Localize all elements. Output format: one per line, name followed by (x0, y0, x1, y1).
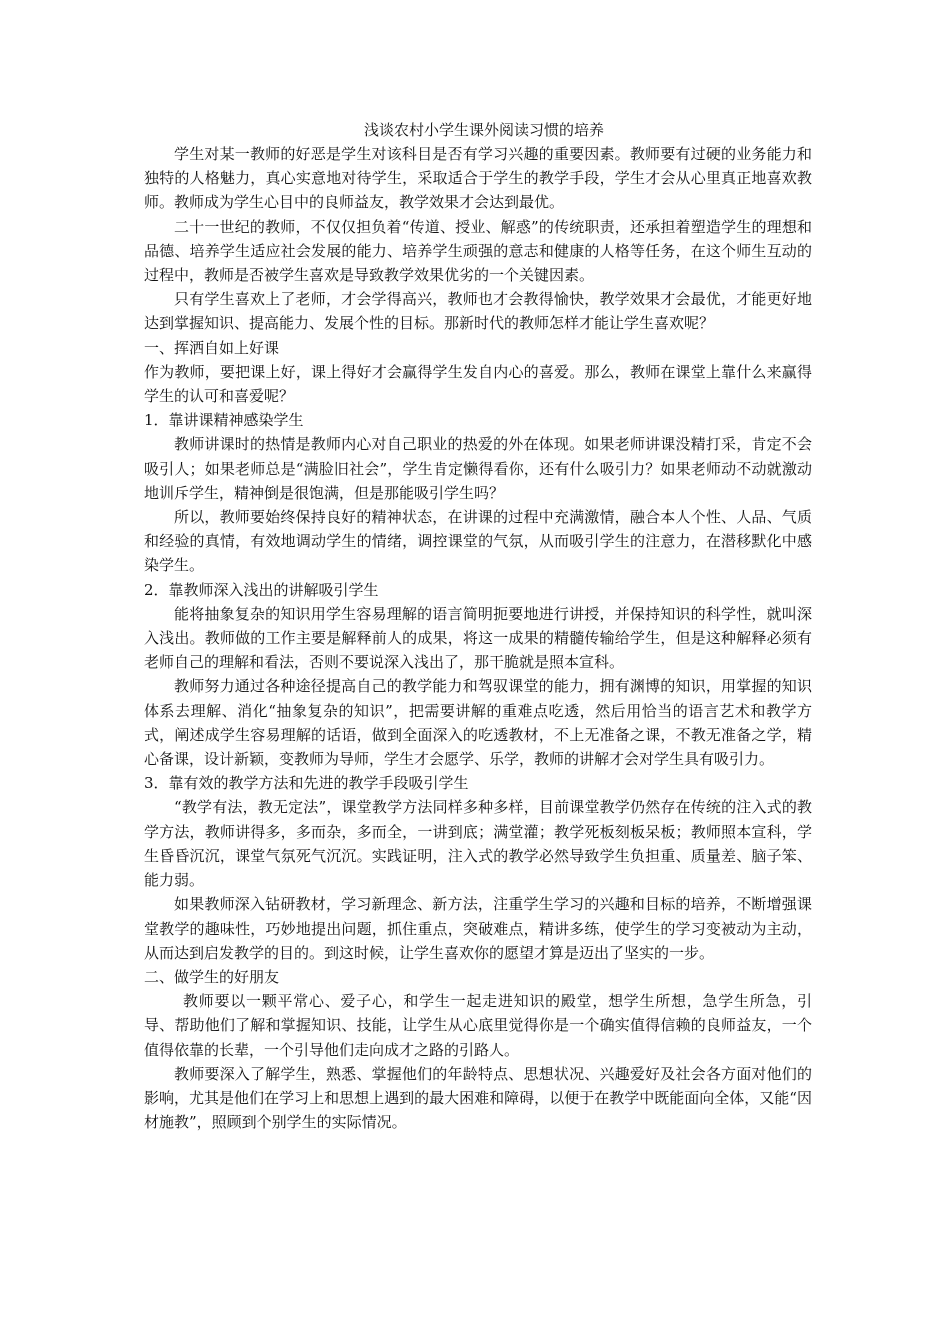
paragraph: 作为教师，要把课上好，课上得好才会赢得学生发自内心的喜爱。那么，教师在课堂上靠什么来赢得学生的认可和喜爱呢？ (144, 362, 812, 406)
paragraph: 能将抽象复杂的知识用学生容易理解的语言简明扼要地进行讲授，并保持知识的科学性，就叫深入浅出。教师做的工作主要是解释前人的成果，将这一成果的精髓传输给学生，但是这种解释必须有老师自己的理解和看法，否则不要说深入浅出了，那干脆就是照本宣科。 (144, 604, 812, 672)
section-heading: 二、做学生的好朋友 (144, 967, 280, 986)
paragraph: “教学有法，教无定法”，课堂教学方法同样多种多样，目前课堂教学仍然存在传统的注入式的教学方法，教师讲得多，多而杂，多而全，一讲到底；满堂灌；教学死板刻板呆板；教师照本宣科，学生昏昏沉沉，课堂气氛死气沉沉。实践证明，注入式的教学必然导致学生负担重、质量差、脑子笨、能力弱。 (144, 798, 812, 890)
paragraph: 学生对某一教师的好恶是学生对该科目是否有学习兴趣的重要因素。教师要有过硬的业务能力和独特的人格魅力，真心实意地对待学生，采取适合于学生的教学手段，学生才会从心里真正地喜欢教师。教师成为学生心目中的良师益友，教学效果才会达到最优。 (144, 145, 812, 212)
paragraph: 教师讲课时的热情是教师内心对自己职业的热爱的外在体现。如果老师讲课没精打采，肯定不会吸引人；如果老师总是“满脸旧社会”，学生肯定懒得看你，还有什么吸引力？如果老师动不动就激动地训斥学生，精神倒是很饱满，但是那能吸引学生吗？ (144, 435, 812, 502)
paragraph: 所以，教师要始终保持良好的精神状态，在讲课的过程中充满激情，融合本人个性、人品、气质和经验的真情，有效地调动学生的情绪，调控课堂的气氛，从而吸引学生的注意力，在潜移默化中感染学生。 (144, 508, 812, 575)
paragraph: 教师努力通过各种途径提高自己的教学能力和驾驭课堂的能力，拥有渊博的知识，用掌握的知识体系去理解、消化“抽象复杂的知识”，把需要讲解的重难点吃透，然后用恰当的语言艺术和教学方式，阐述成学生容易理解的话语，做到全面深入的吃透教材，不上无准备之课，不教无准备之学，精心备课，设计新颖，变教师为导师，学生才会愿学、乐学，教师的讲解才会对学生具有吸引力。 (144, 677, 812, 769)
paragraph: 如果教师深入钻研教材，学习新理念、新方法，注重学生学习的兴趣和目标的培养，不断增强课堂教学的趣味性，巧妙地提出问题，抓住重点，突破难点，精讲多练，使学生的学习变被动为主动，从而达到启发教学的目的。到这时候，让学生喜欢你的愿望才算是迈出了坚实的一步。 (144, 895, 812, 962)
paragraph: 教师要以一颗平常心、爱子心，和学生一起走进知识的殿堂，想学生所想，急学生所急，引导、帮助他们了解和掌握知识、技能，让学生从心底里觉得你是一个确实值得信赖的良师益友，一个值得依靠的长辈，一个引导他们走向成才之路的引路人。 (144, 992, 812, 1059)
paragraph: 二十一世纪的教师，不仅仅担负着“传道、授业、解惑”的传统职责，还承担着塑造学生的理想和品德、培养学生适应社会发展的能力、培养学生顽强的意志和健康的人格等任务，在这个师生互动的过程中，教师是否被学生喜欢是导致教学效果优劣的一个关键因素。 (144, 217, 812, 285)
document-page (144, 118, 812, 1134)
document-title: 浅谈农村小学生课外阅读习惯的培养 (363, 121, 604, 139)
paragraph: 只有学生喜欢上了老师，才会学得高兴，教师也才会教得愉快，教学效果才会最优，才能更好地达到掌握知识、提高能力、发展个性的目标。那新时代的教师怎样才能让学生喜欢呢？ (144, 290, 812, 333)
subsection-heading: 2．靠教师深入浅出的讲解吸引学生 (144, 580, 379, 599)
document-body (144, 142, 812, 1134)
paragraph: 教师要深入了解学生，熟悉、掌握他们的年龄特点、思想状况、兴趣爱好及社会各方面对他们的影响，尤其是他们在学习上和思想上遇到的最大困难和障碍，以便于在教学中既能面向全体，又能“因材施教”，照顾到个别学生的实际情况。 (144, 1064, 812, 1132)
section-heading: 一、挥洒自如上好课 (144, 338, 280, 357)
subsection-heading: 1．靠讲课精神感染学生 (144, 411, 304, 430)
subsection-heading: 3．靠有效的教学方法和先进的教学手段吸引学生 (144, 774, 469, 793)
